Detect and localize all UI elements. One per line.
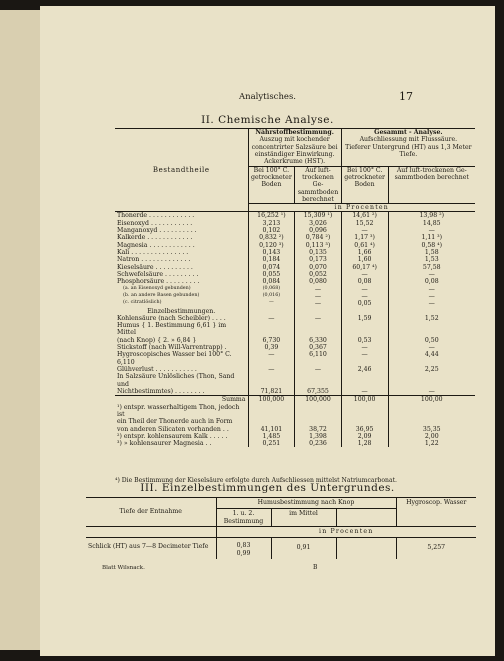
analysis-row (115, 300, 475, 307)
row-label: Summa (115, 396, 248, 404)
row-value-1: 0,055 (248, 271, 295, 278)
gesammt-subheader: Aufschliessung mit Flusssäure. (359, 136, 458, 144)
row-value-1: 0,39 (248, 344, 295, 351)
row-value-1 (248, 308, 295, 315)
row-value-1: 16,252 ¹) (248, 212, 295, 220)
row-value-1: 3,213 (248, 220, 295, 227)
row-value-2: 0,052 (295, 271, 341, 278)
row-value-3: 0,53 (341, 337, 388, 344)
in-procenten-label: in Procenten (334, 204, 389, 212)
row-value-1: 0,143 (248, 249, 295, 256)
row-label: Kalkerde . . . . . . . . . . . . (115, 234, 248, 241)
row-value-1: — (248, 366, 295, 373)
row-value-3 (341, 308, 388, 315)
row-value-4 (388, 404, 475, 419)
row-value-1: (0,016) (248, 293, 295, 300)
row-value-1: 0,184 (248, 256, 295, 263)
row-value-3: 0,08 (341, 278, 388, 285)
row-label: Manganoxyd . . . . . . . . . . (115, 227, 248, 234)
analysis-row (115, 227, 475, 234)
row-value-2: 6,330 (295, 337, 341, 344)
row-value-1: 1,485 (248, 433, 295, 440)
row-value-1 (248, 322, 295, 337)
analysis-row (115, 271, 475, 278)
col-subheader-2: Auf luft-trockenen Ge-sammtboden berechnet (295, 166, 341, 204)
row-value-3: 2,09 (341, 433, 388, 440)
row-value-2 (295, 373, 341, 388)
row-value-1: 0,120 ³) (248, 242, 295, 249)
row-value-2: 0,080 (295, 278, 341, 285)
row-value-2: 15,309 ¹) (295, 212, 341, 220)
row-value-1: 41,101 (248, 426, 295, 433)
facing-page-edge (0, 10, 42, 650)
row-value-4 (388, 418, 475, 425)
row-value-4: 1,52 (424, 314, 439, 322)
row-value-1: 100,000 (248, 396, 295, 404)
row-value-2: 1,398 (295, 433, 341, 440)
row-label: Phosphorsäure . . . . . . . . . (115, 278, 248, 285)
row-value-2: 0,135 (295, 249, 341, 256)
sample-value-1: 0,83 (236, 542, 251, 549)
column-header-tiefe: Tiefe der Entnahme (86, 498, 216, 527)
row-value-3: — (341, 271, 388, 278)
sample-mittel: 0,91 (271, 538, 336, 559)
col-subheader-1: Bei 100° C. getrockneter Boden (248, 166, 295, 204)
analysis-row (115, 366, 475, 373)
row-label: Humus { 1. Bestimmung 6,61 } im Mittel (115, 322, 248, 337)
row-value-4 (388, 308, 475, 315)
analysis-row (115, 404, 475, 419)
analysis-row (115, 315, 475, 322)
row-value-3: 15,52 (341, 220, 388, 227)
row-value-2: 0,070 (295, 264, 341, 271)
gesammt-soil: Tieferer Untergrund (HT) aus 1,3 Meter Tiefe. (345, 143, 472, 158)
row-label: Stickstoff (nach Will-Varrentrapp) . (115, 344, 248, 351)
analysis-row (115, 388, 475, 396)
row-value-4: — (428, 227, 435, 235)
section-title-chemische-analyse: II. Chemische Analyse. (201, 114, 334, 126)
subheader-bestimmung: 1. u. 2. Bestimmung (216, 508, 271, 527)
row-value-4: — (428, 270, 435, 278)
row-label: Kieselsäure . . . . . . . . . . (115, 264, 248, 271)
row-value-3 (341, 322, 388, 337)
row-value-1 (248, 418, 295, 425)
row-label: Eisenoxyd . . . . . . . . . . . (115, 220, 248, 227)
naehrstoff-header: Nährstoffbestimmung. (255, 129, 334, 136)
row-value-1: 0,084 (248, 278, 295, 285)
analysis-row (115, 249, 475, 256)
row-value-3: 60,17 ⁴) (341, 264, 388, 271)
sample-label: Schlick (HT) aus 7—8 Decimeter Tiefe (86, 538, 216, 559)
row-value-4: — (428, 285, 435, 293)
row-value-3 (341, 404, 388, 419)
row-value-3: — (341, 286, 388, 293)
analysis-row (115, 418, 475, 425)
analysis-row (115, 278, 475, 285)
row-value-3: 0,05 (341, 300, 388, 307)
row-label: Hygroscopisches Wasser bei 100° C. 6,110 (115, 351, 248, 366)
footnote-4: ⁴) Die Bestimmung der Kieselsäure erfolgte durch Aufschliessen mittelst Natriumcarbonat. (115, 477, 397, 484)
page-number: 17 (399, 90, 413, 103)
analysis-row (115, 440, 475, 447)
row-value-4: 0,08 (424, 278, 439, 286)
row-value-3: — (341, 351, 388, 366)
row-value-1: 0,074 (248, 264, 295, 271)
row-value-3: 36,95 (341, 426, 388, 433)
section-title-einzelbestimmungen: III. Einzelbestimmungen des Untergrundes. (140, 482, 395, 494)
row-value-3: 14,61 ²) (341, 212, 388, 220)
row-value-4: 1,11 ³) (421, 234, 443, 242)
row-value-3: 1,60 (341, 256, 388, 263)
row-value-3 (341, 373, 388, 388)
row-value-4: 14,85 (422, 219, 441, 227)
chemical-analysis-table (115, 128, 475, 447)
row-value-2: 6,110 (295, 351, 341, 366)
row-value-1: — (248, 315, 295, 322)
row-value-1: 0,102 (248, 227, 295, 234)
row-value-3: — (341, 293, 388, 300)
row-value-1: (0,068) (248, 286, 295, 293)
sample-value-2: 0,99 (236, 549, 251, 557)
row-value-4: — (428, 300, 435, 308)
row-value-2: — (295, 300, 341, 307)
row-value-2: — (295, 315, 341, 322)
in-procenten-label-2: in Procenten (319, 528, 374, 536)
analysis-row (115, 344, 475, 351)
row-label: Kali . . . . . . . . . . . . . . . (115, 249, 248, 256)
row-value-4: — (428, 344, 435, 352)
row-value-4: 0,50 (424, 336, 439, 344)
row-label: ³) » kohlensaurer Magnesia . . (115, 440, 248, 447)
row-value-3 (341, 418, 388, 425)
row-value-4: 2,25 (424, 366, 439, 373)
row-value-1: 71,821 (248, 388, 295, 396)
col-subheader-4: Auf luft-trockenen Ge-sammtboden berechnet (388, 166, 475, 204)
analysis-row (115, 256, 475, 263)
row-value-2: 100,000 (295, 396, 341, 404)
row-value-4: 57,58 (422, 263, 441, 271)
row-value-4: — (428, 292, 435, 300)
row-label: Natron . . . . . . . . . . . . . (115, 256, 248, 263)
row-value-1: 0,832 ²) (248, 234, 295, 241)
row-label: ¹) entspr. wasserhaltigem Thon, jedoch ist (115, 404, 248, 419)
row-label: Schwefelsäure . . . . . . . . . (115, 271, 248, 278)
sample-hygroscop: 5,257 (427, 544, 446, 551)
humus-header: Humusbestimmung nach Knop (216, 498, 396, 509)
row-value-4: 13,98 ²) (419, 212, 445, 220)
row-value-2: 0,236 (295, 440, 341, 447)
row-value-3: — (341, 388, 388, 396)
row-label: (a. an Eisenoxyd gebunden) (115, 286, 248, 293)
row-value-3: — (341, 227, 388, 234)
row-value-3: 2,46 (341, 366, 388, 373)
row-label: Glühverlust . . . . . . . . . . . (115, 366, 248, 373)
analysis-row (115, 212, 475, 220)
row-value-2: 3,026 (295, 220, 341, 227)
row-value-2: — (295, 293, 341, 300)
naehrstoff-subheader: Auszug mit kochender concentrirter Salzsäure bei einständiger Einwirkung. (251, 136, 338, 158)
analysis-row (115, 264, 475, 271)
subheader-mittel: im Mittel (271, 508, 336, 527)
row-value-2: 67,355 (295, 388, 341, 396)
analysis-row (115, 396, 475, 404)
row-label: Magnesia . . . . . . . . . . . . (115, 242, 248, 249)
row-value-3: 1,66 (341, 249, 388, 256)
row-value-4: 1,22 (424, 440, 439, 448)
row-label: (c. citratlöslich) (115, 300, 248, 307)
analysis-row (115, 322, 475, 337)
subsoil-table (86, 497, 476, 559)
row-value-1: — (248, 300, 295, 307)
row-value-3: 1,59 (341, 315, 388, 322)
row-value-4 (388, 322, 475, 337)
sheet-footer: Blatt Wilsnack. (102, 565, 145, 571)
analysis-row (115, 373, 475, 388)
row-value-1: — (248, 351, 295, 366)
row-value-1 (248, 404, 295, 419)
row-value-2: — (295, 366, 341, 373)
row-label: (nach Knop) { 2. » 6,84 } (115, 337, 248, 344)
analysis-row (115, 351, 475, 366)
row-value-3: 100,00 (341, 396, 388, 404)
row-value-2 (295, 418, 341, 425)
analysis-row (115, 337, 475, 344)
row-label: Einzelbestimmungen. (115, 308, 248, 315)
row-value-1 (248, 373, 295, 388)
row-value-4: 4,44 (424, 351, 439, 359)
row-value-3: — (341, 344, 388, 351)
naehrstoff-soil: Ackerkrume (HST). (264, 158, 326, 166)
row-value-2: 0,784 ²) (295, 234, 341, 241)
row-value-4: 1,53 (424, 256, 439, 264)
row-value-2: 0,096 (295, 227, 341, 234)
row-value-1: 0,251 (248, 440, 295, 447)
row-value-2 (295, 308, 341, 315)
row-value-1: 6,730 (248, 337, 295, 344)
analysis-row (115, 308, 475, 315)
row-value-2: — (295, 286, 341, 293)
row-value-2 (295, 322, 341, 337)
row-label: ²) entspr. kohlensaurem Kalk . . . . . (115, 433, 248, 440)
book-page (40, 6, 495, 656)
sample-values (216, 538, 271, 559)
column-header-bestandtheile: Bestandtheile (115, 129, 248, 212)
signature-mark: B (313, 564, 318, 571)
hygroscop-header: Hygroscop. Wasser (406, 499, 467, 506)
analysis-row (115, 286, 475, 293)
row-value-3: 0,61 ⁴) (341, 242, 388, 249)
row-label: (b. an andere Basen gebunden) (115, 293, 248, 300)
analysis-row (115, 426, 475, 433)
row-label: Thonerde . . . . . . . . . . . . (115, 212, 248, 220)
row-value-4: — (428, 387, 435, 395)
row-label: Kohlensäure (nach Scheibler) . . . . (115, 315, 248, 322)
row-value-2: 0,113 ³) (295, 242, 341, 249)
row-value-4: 0,58 ⁴) (421, 241, 443, 249)
row-value-4: 100,00 (420, 396, 443, 404)
running-title: Analytisches. (238, 92, 297, 102)
row-value-2 (295, 404, 341, 419)
analysis-row (115, 433, 475, 440)
row-label: In Salzsäure Unlösliches (Thon, Sand und (115, 373, 248, 388)
row-value-4 (388, 373, 475, 388)
row-value-3: 1,28 (341, 440, 388, 447)
row-value-2: 0,173 (295, 256, 341, 263)
row-label: von anderen Silicaten vorhanden . . (115, 426, 248, 433)
row-value-4: 1,58 (424, 249, 439, 256)
row-value-2: 0,367 (295, 344, 341, 351)
row-label: ein Theil der Thonerde auch in Form (115, 418, 248, 425)
row-value-3: 1,17 ³) (341, 234, 388, 241)
analysis-row (115, 293, 475, 300)
gesammt-header: Gesammt - Analyse. (374, 129, 443, 136)
row-value-2: 38,72 (295, 426, 341, 433)
row-value-4: 35,35 (422, 425, 441, 433)
analysis-row (115, 234, 475, 241)
row-value-4: 2,00 (424, 432, 439, 440)
row-label: Nichtbestimmtes) . . . . . . . . (115, 388, 248, 396)
analysis-row (115, 242, 475, 249)
chemical-analysis-body (115, 212, 475, 448)
col-subheader-3: Bei 100° C. getrockneter Boden (341, 166, 388, 204)
analysis-row (115, 220, 475, 227)
